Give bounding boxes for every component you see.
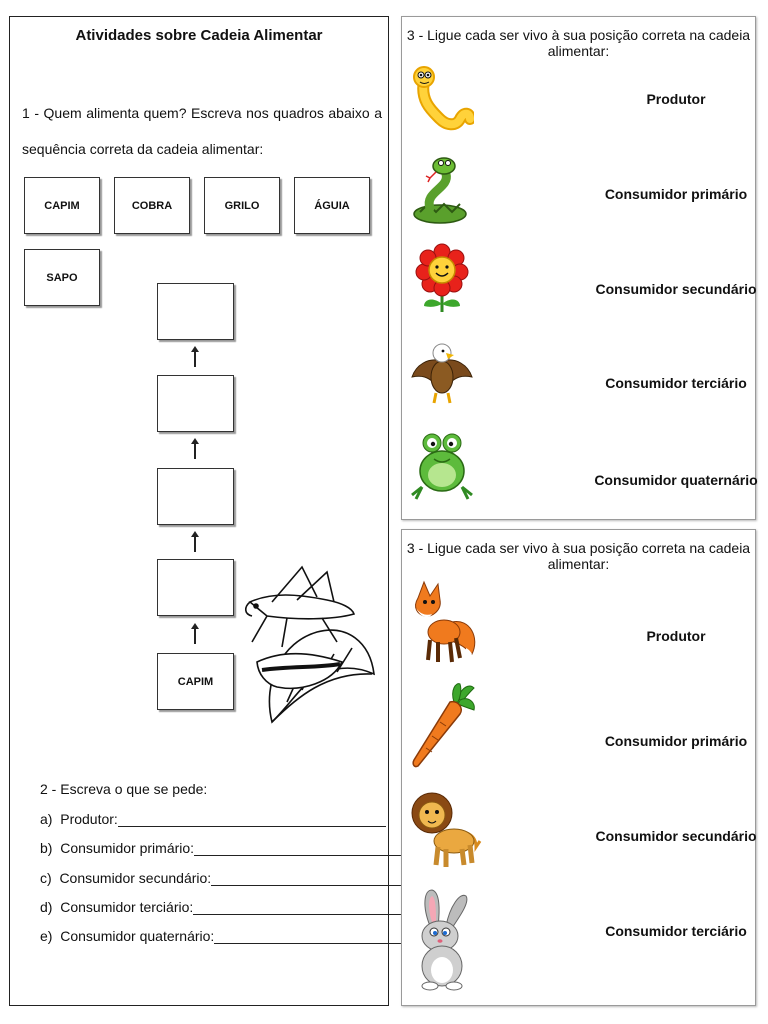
chain-arrow bbox=[194, 443, 196, 459]
answer-label: a) Produtor: bbox=[40, 811, 118, 827]
worksheet-title: Atividades sobre Cadeia Alimentar bbox=[75, 27, 323, 44]
frog-icon bbox=[410, 425, 474, 501]
rabbit-icon bbox=[410, 886, 480, 994]
word-box-grilo: GRILO bbox=[204, 177, 280, 234]
word-box-capim: CAPIM bbox=[24, 177, 100, 234]
answer-label: c) Consumidor secundário: bbox=[40, 870, 212, 886]
chain-arrow bbox=[194, 536, 196, 552]
chain-arrow bbox=[194, 351, 196, 367]
word-box-sapo: SAPO bbox=[24, 249, 100, 306]
role-label-consumidor-primario[interactable]: Consumidor primário bbox=[604, 186, 748, 202]
chain-arrow bbox=[194, 628, 196, 644]
answer-label: d) Consumidor terciário: bbox=[40, 899, 194, 915]
word-box-aguia: ÁGUIA bbox=[294, 177, 370, 234]
answer-line-produtor[interactable] bbox=[40, 811, 386, 827]
chain-box-1[interactable]: CAPIM bbox=[157, 653, 234, 710]
answer-label: b) Consumidor primário: bbox=[40, 840, 195, 856]
role-label-consumidor-secundario[interactable]: Consumidor secundário bbox=[595, 281, 757, 297]
flower-icon bbox=[410, 242, 474, 318]
role-label-consumidor-secundario[interactable]: Consumidor secundário bbox=[595, 828, 757, 844]
question-1-text: 1 - Quem alimenta quem? Escreva nos quadros abaixo a sequência correta da cadeia alimentar: bbox=[22, 105, 382, 157]
role-label-produtor[interactable]: Produtor bbox=[646, 628, 706, 644]
question-3-heading: 3 - Ligue cada ser vivo à sua posição correta na cadeia alimentar: bbox=[406, 540, 751, 572]
carrot-icon bbox=[410, 682, 480, 770]
worm-icon bbox=[410, 61, 474, 137]
word-box-cobra: COBRA bbox=[114, 177, 190, 234]
answer-line-consumidor-terciario[interactable] bbox=[40, 899, 401, 915]
chain-box-2[interactable] bbox=[157, 559, 234, 616]
answer-label: e) Consumidor quaternário: bbox=[40, 928, 215, 944]
role-label-consumidor-quaternario[interactable]: Consumidor quaternário bbox=[594, 472, 758, 488]
eagle-icon bbox=[410, 331, 474, 407]
answer-line-consumidor-primario[interactable] bbox=[40, 840, 402, 856]
role-label-consumidor-terciario[interactable]: Consumidor terciário bbox=[605, 375, 747, 391]
fox-icon bbox=[410, 578, 480, 666]
lion-icon bbox=[410, 785, 484, 869]
question-3-heading: 3 - Ligue cada ser vivo à sua posição correta na cadeia alimentar: bbox=[406, 27, 751, 59]
answer-line-consumidor-secundario[interactable] bbox=[40, 870, 407, 886]
worksheet-left-panel bbox=[9, 16, 389, 1006]
role-label-consumidor-primario[interactable]: Consumidor primário bbox=[604, 733, 748, 749]
question-2-title: 2 - Escreva o que se pede: bbox=[40, 781, 208, 797]
grasshopper-on-leaf-icon bbox=[242, 562, 380, 737]
snake-icon bbox=[410, 152, 474, 228]
answer-line-consumidor-quaternario[interactable] bbox=[40, 928, 402, 944]
role-label-produtor[interactable]: Produtor bbox=[646, 91, 706, 107]
matching-panel-bottom bbox=[401, 529, 756, 1006]
chain-box-5[interactable] bbox=[157, 283, 234, 340]
matching-panel-top bbox=[401, 16, 756, 520]
role-label-consumidor-terciario[interactable]: Consumidor terciário bbox=[605, 923, 747, 939]
chain-box-3[interactable] bbox=[157, 468, 234, 525]
chain-box-4[interactable] bbox=[157, 375, 234, 432]
